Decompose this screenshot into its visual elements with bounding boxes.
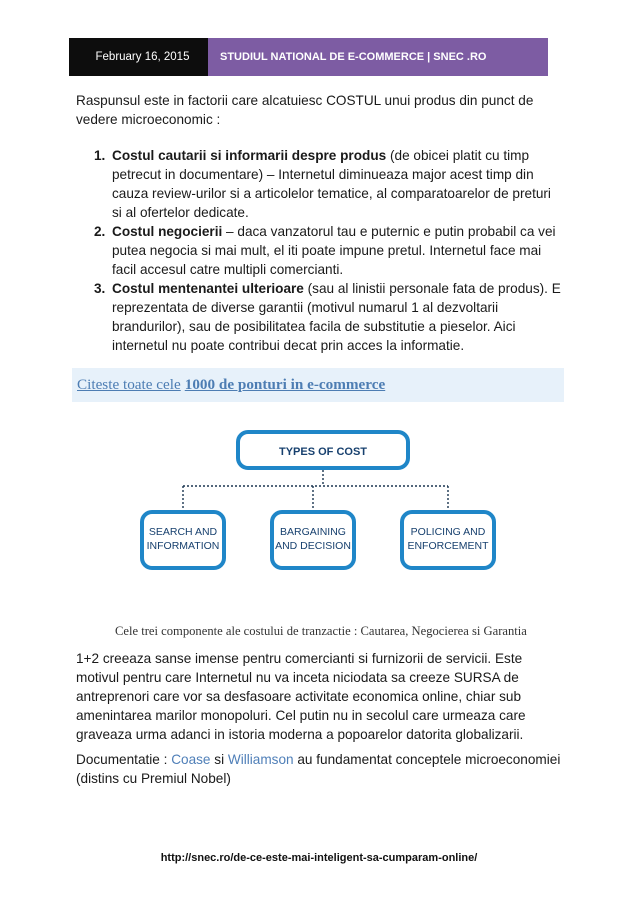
footer-url[interactable]: http://snec.ro/de-ce-este-mai-inteligent-sa-cumparam-online/ — [160, 852, 478, 864]
williamson-link[interactable]: Williamson — [227, 752, 294, 767]
diagram-caption: Cele trei componente ale costului de tranzactie : Cautarea, Negocierea si Garantia — [115, 624, 527, 638]
list-item-lead: Costul cautarii si informarii despre produs — [112, 148, 387, 163]
diagram-child-label: SEARCH AND — [148, 526, 218, 538]
header-title: STUDIUL NATIONAL DE E-COMMERCE | SNEC .RO — [208, 38, 548, 76]
documentation-suffix: au fundamentat conceptele microeconomiei (distins cu Premiul Nobel) — [76, 752, 561, 786]
diagram-child-label: POLICING AND — [410, 526, 486, 538]
header-date: February 16, 2015 — [69, 38, 208, 76]
diagram-child-label: INFORMATION — [146, 540, 220, 552]
list-item-text: (de obicei platit cu timp petrecut in documentare) – Internetul diminueaza major acest timp din cauza review-urilor si a articolelor tematice, al comparatoarelor de preturi si al ofertelor dedicate. — [112, 148, 551, 220]
promo-link-strong[interactable]: 1000 de ponturi in e-commerce — [184, 376, 386, 393]
list-item-text: (sau al linistii personale fata de produs). E reprezentata de diverse garantii (motivul numarul 1 al dezvoltarii brandurilor), sau de posibilitatea facila de substitutie a pieselor. Aici internetul nu poate contribui decat prin acces la informatie. — [112, 281, 561, 353]
diagram-root-label: TYPES OF COST — [278, 446, 368, 458]
documentation-prefix: Documentatie : — [76, 752, 172, 767]
documentation-middle: si — [210, 752, 228, 767]
cost-list — [76, 146, 564, 355]
cost-list-item — [94, 146, 564, 222]
intro-paragraph: Raspunsul este in factorii care alcatuiesc COSTUL unui produs din punct de vedere microeconomic : — [76, 93, 534, 127]
list-number: 2. — [94, 224, 106, 239]
diagram-child-label: AND DECISION — [275, 540, 351, 552]
documentation-paragraph — [76, 750, 564, 788]
types-of-cost-diagram — [138, 428, 500, 576]
list-item-lead: Costul negocierii — [112, 224, 223, 239]
list-number: 1. — [94, 148, 106, 163]
cost-list-item — [94, 222, 564, 279]
body-paragraph: 1+2 creeaza sanse imense pentru comercianti si furnizorii de servicii. Este motivul pentru care Internetul nu va inceta niciodata sa creeze SURSA de antreprenori care vor sa desfasoare activitate economica online, chiar sub amenintarea marilor monopoluri. Cel putin nu in secolul care urmeaza care graveaza urma adanci in istoria moderna a popoarelor datorita globalizarii. — [76, 651, 526, 742]
list-number: 3. — [94, 281, 106, 296]
list-item-text: – daca vanzatorul tau e puternic e putin probabil ca vei putea negocia si mai mult, el iti poate impune pretul. Internetul face mai facil accesul catre multipli comercianti. — [112, 224, 556, 277]
diagram-child-label: BARGAINING — [280, 526, 346, 538]
promo-link-band[interactable] — [72, 368, 564, 402]
diagram-child-label: ENFORCEMENT — [407, 540, 489, 552]
coase-link[interactable]: Coase — [171, 752, 211, 767]
list-item-lead: Costul mentenantei ulterioare — [112, 281, 304, 296]
promo-link-text[interactable]: Citeste toate cele — [77, 376, 181, 393]
cost-list-item — [94, 279, 564, 355]
